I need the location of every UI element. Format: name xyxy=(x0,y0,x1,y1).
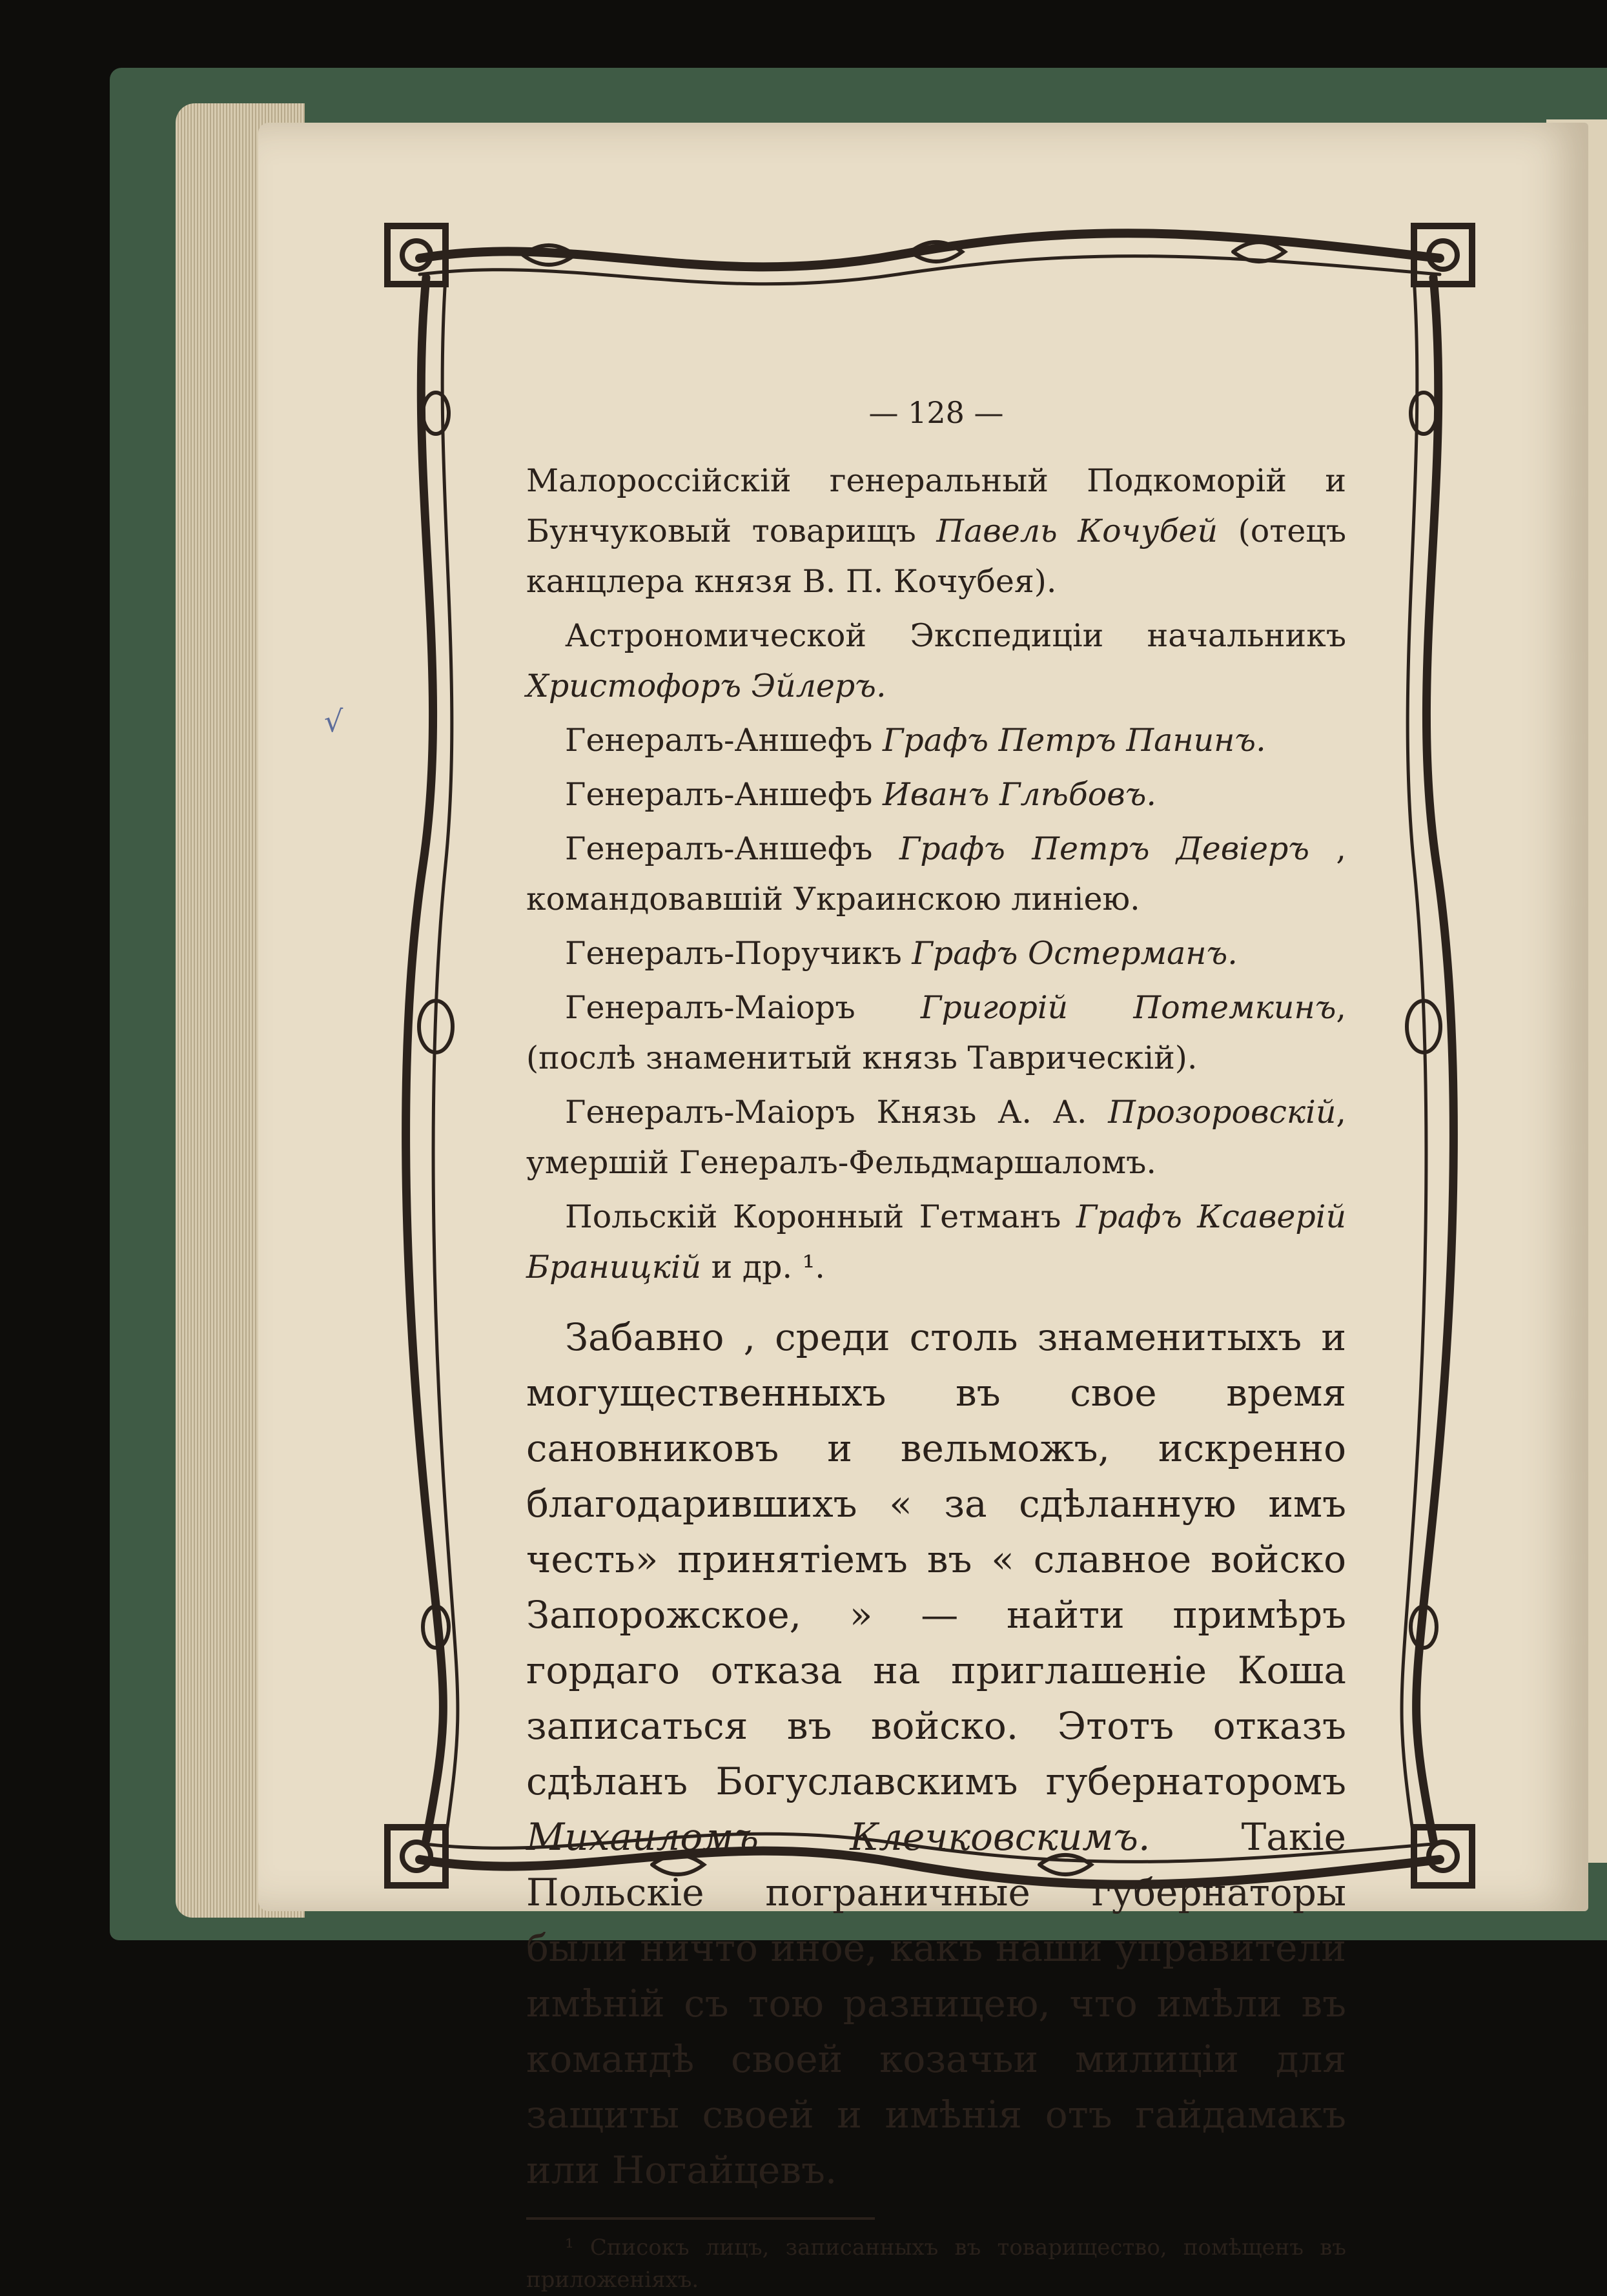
page-text xyxy=(526,387,1346,2296)
text-run: Забавно , среди столь знаменитыхъ и могущественныхъ въ свое время сановниковъ и вельможъ, искренно благодарившихъ « за сдѣланную имъ честь» принятіемъ въ « славное войско Запорожское, » — найти примѣръ гордаго отказа на приглашеніе Коша записаться въ войско. Этотъ отказъ сдѣланъ Богуславскимъ губернаторомъ xyxy=(526,1315,1346,1803)
list-entry xyxy=(526,611,1346,712)
text-run: Генералъ-Аншефъ xyxy=(565,830,899,867)
text-run: Генералъ-Маіоръ Князь А. А. xyxy=(565,1094,1109,1131)
text-run: Генералъ-Аншефъ xyxy=(565,722,883,759)
italic-name: Графъ Петръ Панинъ. xyxy=(882,722,1266,759)
footnote-rule xyxy=(526,2217,875,2220)
list-entry xyxy=(526,824,1346,925)
margin-check-mark: √ xyxy=(324,704,343,739)
list-entry xyxy=(526,928,1346,979)
text-run: Генералъ-Поручикъ xyxy=(565,935,912,972)
italic-name: Графъ Ксаверій Браницкій xyxy=(526,1198,1347,1286)
text-run: Астрономической Экспедиціи начальникъ xyxy=(565,617,1346,654)
text-run: Такіе Польскіе пограничные губернаторы были ничто иное, какъ наши управители имѣній съ тою разницею, что имѣли въ командѣ своей козачьи милиціи для защиты своей и имѣнія отъ гайдамакъ или Ногайцевъ. xyxy=(526,1815,1346,2192)
italic-name: Михаиломъ Клечковскимъ. xyxy=(526,1815,1151,1859)
text-run: , (послѣ знаменитый князь Таврическій). xyxy=(526,989,1346,1076)
italic-name: Христофоръ Эйлеръ. xyxy=(526,668,886,704)
list-entry xyxy=(526,715,1346,766)
text-run: , умершій Генералъ-Фельдмаршаломъ. xyxy=(526,1094,1346,1181)
main-paragraph xyxy=(526,1309,1346,2198)
entry-list xyxy=(526,456,1346,1293)
text-run: Генералъ-Маіоръ xyxy=(565,989,921,1026)
list-entry xyxy=(526,1087,1346,1188)
text-run: , командовавшій Украинскою линіею. xyxy=(526,830,1347,917)
list-entry xyxy=(526,456,1346,607)
text-run: (отецъ канцлера князя В. П. Кочубея). xyxy=(526,513,1346,600)
italic-name: Григорій Потемкинъ xyxy=(920,989,1336,1026)
footnote: ¹ Списокъ лицъ, записанныхъ въ товарищество, помѣщенъ въ приложеніяхъ. xyxy=(526,2235,1346,2293)
italic-name: Иванъ Глѣбовъ. xyxy=(882,776,1156,813)
text-run: и др. ¹. xyxy=(701,1249,825,1286)
italic-name: Графъ Петръ Девіеръ xyxy=(899,830,1309,867)
italic-name: Графъ Остерманъ. xyxy=(912,935,1238,972)
text-run: Польскій Коронный Гетманъ xyxy=(565,1198,1076,1235)
text-run: Малороссійскій генеральный Подкоморій и Бунчуковый товарищъ xyxy=(526,462,1346,549)
page-number: — 128 — xyxy=(868,395,1004,430)
list-entry xyxy=(526,1192,1346,1293)
italic-name: Павель Кочубей xyxy=(936,513,1218,549)
list-entry xyxy=(526,770,1346,820)
text-run: Генералъ-Аншефъ xyxy=(565,776,883,813)
italic-name: Прозоровскій xyxy=(1108,1094,1336,1131)
list-entry xyxy=(526,983,1346,1083)
